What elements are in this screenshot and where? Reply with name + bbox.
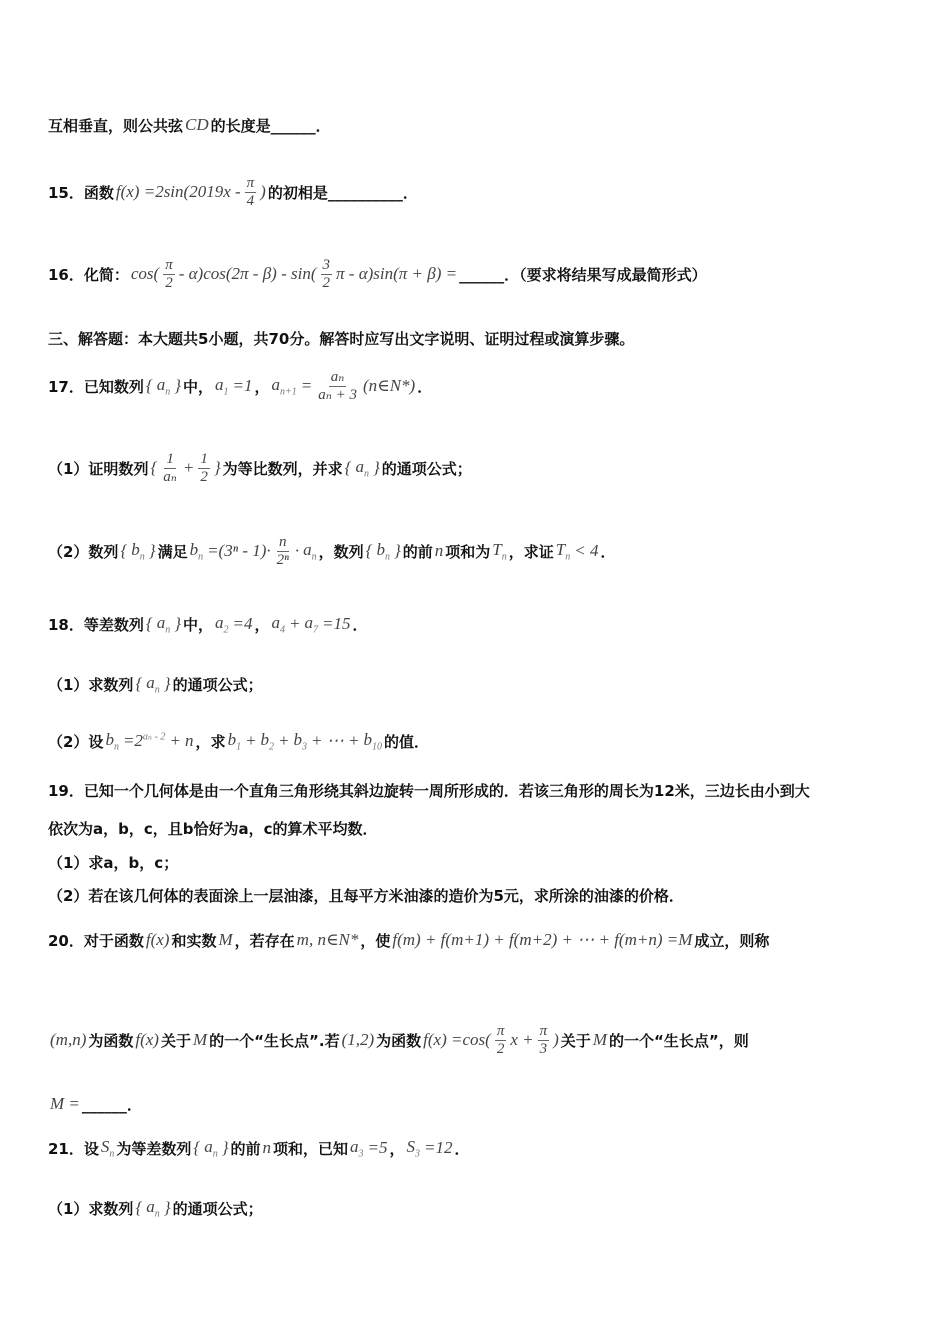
q20-answer [48, 1084, 142, 1124]
math-index: 2 [269, 741, 275, 753]
math-subscript-term [103, 730, 121, 752]
text-segment: 中， [183, 377, 214, 396]
math-index: n [198, 551, 204, 563]
fraction-denominator: 2 [200, 468, 208, 485]
text-segment: ，数列 [318, 542, 364, 561]
math-base: b [105, 729, 114, 749]
math-segment: π - α)sin(π + β) = [336, 264, 458, 283]
text-segment: ， [254, 615, 270, 634]
math-index: 3 [358, 1148, 364, 1160]
text-segment: （1）求数列 [48, 1199, 134, 1218]
math-base: a [204, 1136, 213, 1156]
math-segment: } [174, 376, 181, 395]
math-segment: { [145, 614, 153, 633]
math-segment: M = [50, 1094, 80, 1113]
math-subscript-term [348, 1137, 366, 1159]
fraction-denominator: 2ⁿ [276, 551, 289, 568]
math-base: a [146, 672, 155, 692]
q17-part2 [48, 531, 616, 571]
math-index: n [109, 1148, 115, 1160]
math-subscript-term [292, 730, 310, 752]
math-segment: { [150, 458, 158, 477]
text-segment: 为函数 [88, 1031, 134, 1050]
text-segment: 的通项公式； [172, 1199, 263, 1218]
math-segment: =1 [232, 376, 253, 395]
text-segment: 的一个“生长点”，则 [608, 1031, 749, 1050]
text-segment: 20．对于函数 [48, 931, 144, 950]
math-fraction [493, 1023, 509, 1058]
math-fraction [273, 534, 293, 569]
text-segment: 三、解答题：本大题共5小题，共70分。解答时应写出文字说明、证明过程或演算步骤。 [48, 329, 635, 348]
math-fraction [314, 369, 361, 404]
math-segment: { [344, 458, 352, 477]
math-subscript-term [99, 1137, 117, 1159]
text-segment: ，使 [360, 931, 391, 950]
math-segment: M [192, 1030, 208, 1049]
math-base: a [215, 374, 224, 394]
math-segment: { [365, 541, 373, 560]
fraction-denominator: aₙ [163, 468, 177, 485]
fraction-numerator: 1 [200, 450, 208, 467]
math-segment: } [221, 1138, 229, 1157]
math-base: b [260, 729, 270, 749]
math-segment: } [148, 541, 156, 560]
math-index: n [565, 551, 571, 563]
text-segment: 16．化简： [48, 265, 129, 284]
section-3-heading [48, 318, 634, 358]
fraction-numerator: π [539, 1022, 548, 1039]
text-segment: （2）数列 [48, 542, 119, 561]
text-segment: （1）求数列 [48, 675, 134, 694]
text-segment: ，若存在 [234, 931, 295, 950]
math-segment: } [174, 614, 181, 633]
math-index: n [154, 684, 160, 696]
math-segment: = [300, 376, 313, 395]
math-subscript-term [270, 613, 288, 635]
math-segment: =(3ⁿ - 1)· [207, 541, 271, 560]
math-segment: - α)cos(2π - β) - sin( [178, 264, 317, 283]
math-index: n [165, 624, 171, 636]
math-index: 2 [223, 624, 229, 636]
text-segment: 关于 [160, 1031, 191, 1050]
q18-part2 [48, 721, 429, 761]
math-index: n [311, 551, 317, 563]
text-segment: ． [417, 377, 433, 396]
math-subscript-term [301, 540, 319, 562]
text-segment: （1）求a，b，c； [48, 853, 179, 872]
text-segment: 项和，已知 [273, 1139, 349, 1158]
math-segment: { [193, 1138, 201, 1157]
math-index: n [139, 551, 145, 563]
text-segment: 21．设 [48, 1139, 99, 1158]
math-index: 7 [313, 624, 318, 636]
math-base: a [146, 1196, 155, 1216]
math-segment: f(x) =2sin(2019x - [115, 182, 241, 201]
fraction-numerator: π [246, 174, 255, 191]
math-subscript-term [188, 540, 206, 562]
text-segment: 的长度是______． [210, 116, 331, 135]
math-segment: ) [553, 1030, 559, 1049]
math-segment: (1,2) [341, 1030, 375, 1049]
math-fraction [243, 175, 259, 210]
math-subscript-term [213, 613, 231, 635]
math-superscript-term [121, 731, 167, 751]
math-segment: } [163, 1198, 171, 1217]
math-subscript-term [303, 613, 321, 635]
text-segment: 的值． [383, 732, 429, 751]
text-segment: 15．函数 [48, 183, 114, 202]
math-index: n [165, 386, 171, 398]
text-segment: 关于 [560, 1031, 591, 1050]
math-subscript-term [129, 540, 147, 562]
q20 [48, 920, 769, 960]
math-base: a [303, 539, 312, 559]
text-segment: 成立，则称 [694, 931, 770, 950]
math-subscript-term [374, 540, 392, 562]
q17-part1 [48, 448, 472, 488]
math-subscript-term [554, 540, 572, 562]
math-index: n [501, 551, 507, 563]
text-segment: 满足 [157, 542, 188, 561]
math-segment: } [163, 674, 171, 693]
text-segment: （2）设 [48, 732, 104, 751]
math-index: 3 [302, 741, 308, 753]
q15 [48, 172, 418, 212]
fraction-numerator: π [165, 256, 173, 273]
text-segment: 17．已知数列 [48, 377, 144, 396]
text-segment: 的通项公式； [172, 675, 263, 694]
text-segment: （1）证明数列 [48, 459, 149, 478]
q19-part2 [48, 875, 684, 915]
math-subscript-term [144, 673, 162, 695]
text-segment: 为等差数列 [116, 1139, 192, 1158]
math-subscript-term [155, 613, 173, 635]
math-segment: =4 [232, 614, 253, 633]
math-base: b [376, 539, 385, 559]
math-fraction [159, 451, 181, 486]
math-base: a [156, 612, 166, 632]
fraction-numerator: π [496, 1022, 505, 1039]
math-segment: M [218, 930, 233, 949]
text-segment: ，求证 [508, 542, 554, 561]
math-base: b [189, 539, 199, 559]
math-base: b [363, 729, 372, 749]
math-segment: n [434, 541, 444, 560]
text-segment: ______．（要求将结果写成最简形式） [459, 265, 707, 284]
math-base: S [406, 1136, 416, 1156]
text-segment: 的前 [230, 1139, 261, 1158]
text-segment: 的初相是__________． [267, 183, 418, 202]
math-index: n [154, 1208, 160, 1220]
math-index: 3 [415, 1148, 421, 1160]
math-base: =2 [122, 731, 143, 750]
math-segment: n [262, 1138, 272, 1157]
text-segment: 18．等差数列 [48, 615, 144, 634]
q17 [48, 366, 432, 406]
text-segment: ， [389, 1139, 405, 1158]
q14-continuation [48, 105, 331, 145]
math-subscript-term [155, 375, 173, 397]
math-index: 4 [280, 624, 286, 636]
math-segment: < 4 [574, 541, 599, 560]
math-segment: } [393, 541, 401, 560]
q21 [48, 1128, 470, 1168]
math-index: n [384, 551, 390, 563]
fraction-numerator: n [279, 533, 287, 550]
fraction-numerator: 3 [322, 256, 331, 273]
math-segment: (m,n) [50, 1030, 87, 1049]
fraction-denominator: 2 [322, 274, 331, 291]
math-base: a [156, 374, 166, 394]
text-segment: 19．已知一个几何体是由一个直角三角形绕其斜边旋转一周所形成的．若该三角形的周长为12米，三边长由小到大 [48, 781, 810, 800]
math-segment: M [592, 1030, 607, 1049]
text-segment: ，求 [195, 732, 226, 751]
math-segment: f(m) + f(m+1) + f(m+2) + ⋯ + f(m+n) =M [392, 930, 693, 949]
math-segment: + n [169, 731, 194, 750]
q16 [48, 254, 707, 294]
fraction-denominator: 2 [165, 274, 173, 291]
text-segment: 中， [183, 615, 214, 634]
text-segment: 的前 [402, 542, 433, 561]
math-segment: f(x) [135, 1030, 159, 1049]
math-subscript-term [353, 457, 371, 479]
text-segment: 项和为 [445, 542, 491, 561]
math-segment: =15 [322, 614, 351, 633]
math-segment: cos( [130, 264, 160, 283]
q21-part1 [48, 1188, 263, 1228]
math-base: b [227, 729, 237, 749]
fraction-denominator: aₙ + 3 [318, 386, 357, 403]
math-subscript-term [202, 1137, 220, 1159]
math-segment: ) [260, 182, 266, 201]
text-segment: 为等比数列，并求 [222, 459, 343, 478]
q18 [48, 604, 368, 644]
math-subscript-term [226, 730, 244, 752]
math-segment: =12 [424, 1138, 453, 1157]
math-base: a [271, 374, 281, 394]
math-segment: m, n∈N* [296, 930, 359, 949]
math-subscript-term [490, 540, 508, 562]
math-base: b [293, 729, 303, 749]
math-segment: + [289, 614, 301, 633]
math-segment: + ⋯ + [311, 731, 360, 750]
math-segment: } [372, 458, 380, 477]
math-segment: f(x) [145, 930, 170, 949]
math-fraction [536, 1023, 552, 1058]
math-fraction [319, 257, 335, 292]
fraction-denominator: 4 [246, 192, 255, 209]
math-subscript-term [259, 730, 277, 752]
math-index: n [212, 1148, 218, 1160]
fraction-denominator: 3 [539, 1040, 548, 1057]
math-segment: + [245, 731, 257, 750]
math-subscript-term [361, 730, 384, 752]
math-fraction [196, 451, 212, 486]
q18-part1 [48, 664, 263, 704]
math-base: T [555, 539, 566, 559]
fraction-numerator: 1 [166, 450, 174, 467]
math-segment: CD [185, 115, 209, 134]
math-subscript-term [270, 375, 299, 397]
text-segment: 互相垂直，则公共弦 [48, 116, 184, 135]
math-index: 10 [371, 741, 382, 753]
math-segment: + [278, 731, 290, 750]
math-index: 1 [223, 386, 229, 398]
math-index: 1 [236, 741, 242, 753]
math-segment: f(x) =cos( [423, 1030, 491, 1049]
fraction-numerator: aₙ [330, 368, 345, 385]
math-base: T [492, 539, 502, 559]
math-base: a [271, 612, 281, 632]
text-segment: ． [454, 1139, 470, 1158]
fraction-denominator: 2 [496, 1040, 505, 1057]
text-segment: （2）若在该几何体的表面涂上一层油漆，且每平方米油漆的造价为5元，求所涂的油漆的价格． [48, 886, 684, 905]
math-index: aₙ - 2 [142, 731, 166, 743]
math-subscript-term [405, 1137, 423, 1159]
text-segment: 和实数 [171, 931, 217, 950]
math-base: a [215, 612, 224, 632]
q20-cont [48, 1020, 749, 1060]
math-index: n [113, 741, 119, 753]
text-segment: 依次为a，b，c，且b恰好为a，c的算术平均数． [48, 819, 378, 838]
math-segment: · [294, 541, 300, 560]
q19 [48, 770, 810, 810]
math-index: n [363, 468, 369, 480]
text-segment: 的通项公式； [381, 459, 472, 478]
text-segment: 的一个“生长点”.若 [209, 1031, 340, 1050]
text-segment: ______． [81, 1095, 142, 1114]
math-segment: x + [510, 1030, 534, 1049]
math-segment: { [135, 1198, 143, 1217]
math-base: b [131, 539, 140, 559]
math-base: a [350, 1136, 359, 1156]
math-base: a [355, 456, 364, 476]
math-segment: { [135, 674, 143, 693]
math-segment: } [213, 458, 221, 477]
math-base: S [100, 1136, 110, 1156]
text-segment: ． [600, 542, 616, 561]
math-segment: (n∈N*) [362, 376, 416, 395]
text-segment: 为函数 [376, 1031, 422, 1050]
math-segment: { [145, 376, 153, 395]
text-segment: ， [254, 377, 270, 396]
math-segment: + [182, 458, 195, 477]
math-subscript-term [213, 375, 231, 397]
math-segment: { [120, 541, 128, 560]
math-fraction [161, 257, 177, 292]
text-segment: ． [352, 615, 368, 634]
math-subscript-term [144, 1197, 162, 1219]
math-segment: =5 [367, 1138, 388, 1157]
math-index: n+1 [280, 386, 297, 398]
math-base: a [304, 612, 313, 632]
